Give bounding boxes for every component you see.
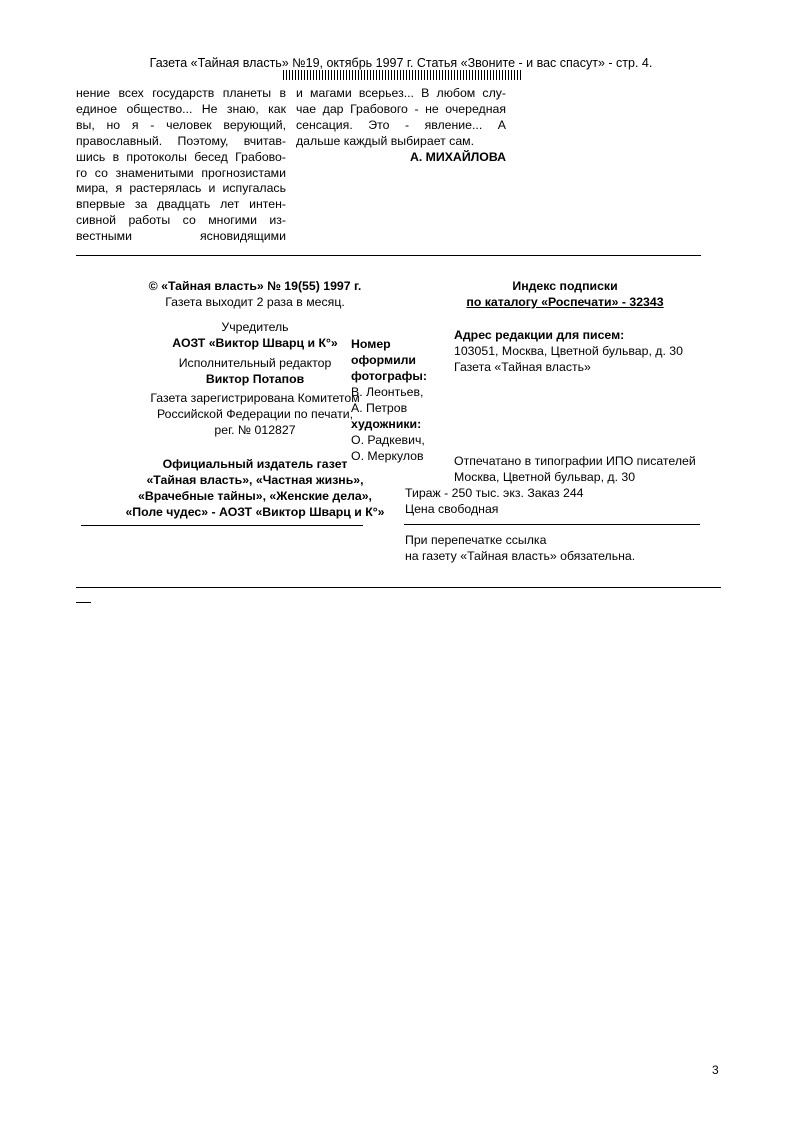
article-line: вестными ясновидящими	[76, 229, 286, 244]
article-line: шись в протоколы бесед Грабово-	[76, 149, 286, 164]
subscription-catalog: по каталогу «Роспечати» - 32343	[466, 295, 664, 309]
artist-name: О. Меркулов	[351, 449, 424, 463]
circulation-block	[405, 485, 705, 517]
article-line: впервые за двадцать лет интен-	[76, 197, 286, 212]
credits-block	[351, 336, 451, 464]
printing-line: Отпечатано в типографии ИПО писателей	[454, 454, 696, 468]
founder-name: АОЗТ «Виктор Шварц и К°»	[172, 336, 338, 350]
article-line: сивной работы со многими из-	[76, 213, 286, 228]
registration-line: Российской Федерации по печати,	[156, 407, 354, 421]
publisher-line: «Тайная власть», «Частная жизнь»,	[146, 473, 364, 487]
credits-heading: Номер	[351, 337, 391, 351]
reprint-line: на газету «Тайная власть» обязательна.	[405, 549, 636, 563]
address-line: 103051, Москва, Цветной бульвар, д. 30	[454, 344, 683, 358]
publisher-line: «Врачебные тайны», «Женские дела»,	[138, 489, 372, 503]
article-author: А. МИХАЙЛОВА	[409, 149, 506, 164]
publisher-line: Официальный издатель газет	[162, 457, 348, 471]
article-line: единое общество... Не знаю, как	[76, 101, 286, 116]
printing-block	[454, 453, 754, 485]
address-line: Газета «Тайная власть»	[454, 360, 591, 374]
editor-name: Виктор Потапов	[205, 372, 305, 386]
artist-name: О. Радкевич,	[351, 433, 425, 447]
imprint-right-rule	[404, 524, 700, 525]
copyright-line: © «Тайная власть» № 19(55) 1997 г.	[148, 279, 362, 293]
footer-rule	[76, 587, 721, 588]
printing-line: Москва, Цветной бульвар, д. 30	[454, 470, 636, 484]
article-column-2	[296, 86, 506, 166]
article-line: вы, но я - человек верующий,	[76, 117, 286, 132]
artists-heading: художники:	[351, 417, 422, 431]
article-line: дальше каждый выбирает сам.	[296, 133, 475, 148]
registration-line: рег. № 012827	[214, 423, 296, 437]
credits-heading: оформили	[351, 353, 416, 367]
address-heading: Адрес редакции для писем:	[454, 328, 625, 342]
decorative-rule	[283, 70, 522, 80]
publisher-line: «Поле чудес» - АОЗТ «Виктор Шварц и К°»	[125, 505, 385, 519]
editor-label: Исполнительный редактор	[178, 356, 332, 370]
photographer-name: В. Леонтьев,	[351, 385, 424, 399]
circulation-text: Тираж - 250 тыс. экз. Заказ 244	[405, 486, 584, 500]
article-column-1	[76, 86, 286, 245]
founder-label: Учредитель	[221, 320, 289, 334]
imprint-left-rule	[81, 525, 363, 526]
article-line: и магами всерьез... В любом слу-	[296, 86, 506, 100]
reprint-line: При перепечатке ссылка	[405, 533, 547, 547]
article-line: мира, я растерялась и испугалась	[76, 181, 286, 196]
credits-heading: фотографы:	[351, 369, 428, 383]
page-number: 3	[712, 1063, 719, 1077]
article-line: го со знаменитыми прогнозистами	[76, 165, 286, 180]
photographer-name: А. Петров	[351, 401, 408, 415]
subscription-block	[440, 278, 690, 310]
running-title: Газета «Тайная власть» №19, октябрь 1997 г. Статья «Звоните - и вас спасут» - стр. 4.	[149, 56, 653, 70]
registration-line: Газета зарегистрирована Комитетом	[150, 391, 360, 405]
footnote-rule	[76, 602, 91, 603]
article-line: чае дар Грабового - не очередная	[296, 101, 506, 116]
subscription-title: Индекс подписки	[512, 279, 618, 293]
section-divider	[76, 255, 701, 256]
article-line: сенсация. Это - явление... А	[296, 117, 506, 132]
address-block	[454, 327, 754, 375]
price-text: Цена свободная	[405, 502, 499, 516]
frequency-text: Газета выходит 2 раза в месяц.	[165, 295, 345, 309]
reprint-note	[405, 532, 705, 564]
article-line: нение всех государств планеты в	[76, 86, 286, 100]
article-line: православный. Поэтому, вчитав-	[76, 133, 286, 148]
